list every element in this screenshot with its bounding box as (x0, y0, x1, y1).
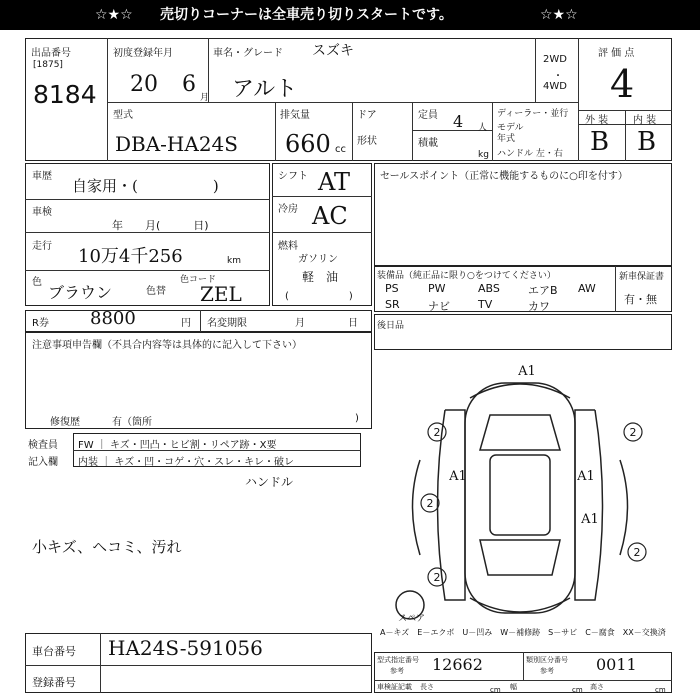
damage-circle-label: 2 (426, 497, 434, 510)
color-label: 色 (32, 277, 42, 288)
inspector-row2: 内装 ｜ キズ・凹・コゲ・穴・スレ・キレ・破レ (78, 457, 295, 468)
shift-value: AT (318, 168, 351, 196)
mileage-unit: km (227, 256, 241, 266)
type-value: DBA-HA24S (115, 132, 238, 156)
color-change-label: 色替 (146, 286, 166, 297)
color-code-label: 色コード (180, 275, 217, 285)
first-reg-label: 初度登録年月 (113, 48, 173, 59)
inspection-label: 車検 (32, 207, 52, 218)
equipment-item: TV (478, 298, 493, 311)
type-no-label: 型式指定番号 (377, 656, 419, 664)
model-year-label: 年式 (497, 134, 516, 144)
damage-mark: A1 (581, 512, 599, 527)
model-name: アルト (232, 77, 298, 102)
equipment-item: PS (385, 282, 399, 295)
diagram-legend: A－キズ E－エクボ U－凹み W－補修跡 S－サビ C－腐食 XX－交換済 (380, 628, 666, 637)
equipment-item: SR (385, 298, 400, 311)
deadline-month: 月 (295, 318, 305, 329)
stars-right: ☆★☆ (540, 7, 578, 23)
load-unit: kg (478, 150, 489, 160)
rear-bumper (470, 598, 570, 612)
equipment-item: エアB (528, 284, 558, 297)
mileage-label: 走行 (32, 241, 52, 252)
disp-unit: cc (335, 144, 346, 155)
lot-sub: [1875] (33, 60, 63, 70)
ac-label: 冷房 (278, 204, 298, 215)
equipment-item: AW (578, 282, 596, 295)
cm-1: cm (490, 686, 501, 694)
score-value: 4 (610, 62, 635, 106)
color-value: ブラウン (48, 283, 113, 302)
chassis-value: HA24S-591056 (108, 636, 263, 660)
recycle-label: R券 (32, 318, 49, 329)
damage-circle-label: 2 (629, 426, 637, 439)
month-unit: 月 (200, 93, 210, 103)
banner-text: 売切りコーナーは全車売り切りスタートです。 (160, 7, 453, 23)
score-label: 評 価 点 (598, 48, 635, 59)
registration-label: 登録番号 (32, 676, 76, 689)
right-side (575, 410, 603, 600)
exterior-value: B (590, 127, 610, 157)
type-label: 型式 (113, 110, 133, 121)
seats-unit: 人 (478, 123, 488, 133)
drive-sep: ・ (553, 71, 563, 82)
reg-month: 6 (182, 72, 196, 97)
note-handle: ハンドル (245, 475, 294, 489)
lot-number: 8184 (33, 80, 97, 109)
model-label: モデル (497, 123, 524, 133)
stars-left: ☆★☆ (95, 7, 133, 23)
deadline-day: 日 (348, 318, 358, 329)
dealer-label: ディーラー・並行 (497, 109, 569, 119)
damage-mark: A1 (449, 469, 467, 484)
sales-point-label: セールスポイント（正常に機能するものに○印を付す） (380, 171, 628, 182)
inspector-row1: FW ｜ キズ・凹凸・ヒビ割・リペア跡・X要 (78, 440, 277, 451)
length-label: 長さ (420, 683, 434, 691)
record-label: 記入欄 (28, 457, 58, 468)
fuel-gas: ガソリン (298, 254, 338, 265)
notes-label: 注意事項申告欄（不具合内容等は具体的に記入して下さい） (32, 340, 302, 351)
deadline-label: 名変期限 (207, 318, 247, 329)
right-door-panel (620, 460, 628, 555)
class-no-label: 類別区分番号 (526, 656, 568, 664)
warranty-value: 有・無 (624, 293, 657, 306)
damage-circle-label: 2 (633, 546, 641, 559)
equipment-item: ナビ (428, 300, 450, 313)
roof (490, 455, 550, 535)
exterior-label: 外 装 (585, 115, 609, 126)
inspector-label: 検査員 (28, 440, 58, 451)
door-label: ドア (357, 110, 377, 121)
repair-close: ) (355, 413, 359, 424)
disp-value: 660 (285, 130, 331, 158)
load-label: 積載 (418, 138, 438, 149)
repair-value: 有（箇所 (112, 417, 152, 428)
lot-label: 出品番号 (31, 48, 71, 59)
reg-year: 20 (130, 72, 158, 97)
windshield (480, 415, 560, 450)
disp-label: 排気量 (280, 110, 310, 121)
maker: スズキ (312, 43, 354, 59)
class-no-value: 0011 (596, 655, 637, 674)
cm-2: cm (572, 686, 583, 694)
chassis-label: 車台番号 (32, 645, 76, 658)
damage-mark: A1 (518, 364, 536, 379)
mileage-value: 10万4千256 (78, 246, 183, 267)
recycle-unit: 円 (181, 318, 191, 329)
width-label: 幅 (510, 683, 517, 691)
type-no-value: 12662 (432, 655, 483, 674)
front-bumper (470, 384, 570, 398)
damage-circle-label: 2 (433, 426, 441, 439)
rear-goods-label: 後日品 (377, 321, 405, 331)
equipment-label: 装備品（純正品に限り○をつけてください） (377, 271, 556, 281)
shift-label: シフト (278, 171, 308, 182)
fuel-paren: ( ) (285, 291, 353, 302)
left-side (438, 410, 466, 600)
equipment-item: カワ (528, 300, 550, 313)
class-ref: 参考 (540, 667, 554, 675)
equipment-item: ABS (478, 282, 500, 295)
handle-label: ハンドル 左・右 (497, 149, 563, 159)
seats-label: 定員 (418, 110, 438, 121)
drive-2wd: 2WD (543, 54, 567, 65)
fuel-diesel: 軽 油 (302, 270, 339, 284)
history-value: 自家用・( ) (72, 177, 219, 195)
cm-3: cm (655, 686, 666, 694)
history-label: 車歴 (32, 171, 52, 182)
car-body-outline (465, 383, 575, 613)
warranty-label: 新車保証書 (619, 272, 665, 282)
seats-value: 4 (453, 112, 464, 131)
fuel-label: 燃料 (278, 241, 298, 252)
size-label: 車検証記載 (377, 683, 412, 691)
height-label: 高さ (590, 683, 604, 691)
name-label: 車名・グレード (213, 48, 283, 59)
handwritten-comment: 小キズ、ヘコミ、汚れ (32, 538, 182, 556)
color-code-value: ZEL (200, 282, 242, 306)
repair-label: 修復歴 (50, 417, 80, 428)
left-door-panel (413, 460, 421, 555)
ac-value: AC (312, 202, 348, 230)
damage-circle-label: 2 (433, 571, 441, 584)
recycle-value: 8800 (90, 308, 136, 329)
shape-label: 形状 (357, 136, 377, 147)
inspection-value: 年 月( 日) (112, 219, 209, 232)
damage-mark: A1 (577, 469, 595, 484)
interior-label: 内 装 (633, 115, 657, 126)
drive-4wd: 4WD (543, 81, 567, 92)
equipment-item: PW (428, 282, 446, 295)
spare-label: スペア (398, 614, 426, 624)
type-ref-1: 参考 (390, 667, 404, 675)
rear-window (480, 540, 560, 575)
interior-value: B (637, 127, 657, 157)
